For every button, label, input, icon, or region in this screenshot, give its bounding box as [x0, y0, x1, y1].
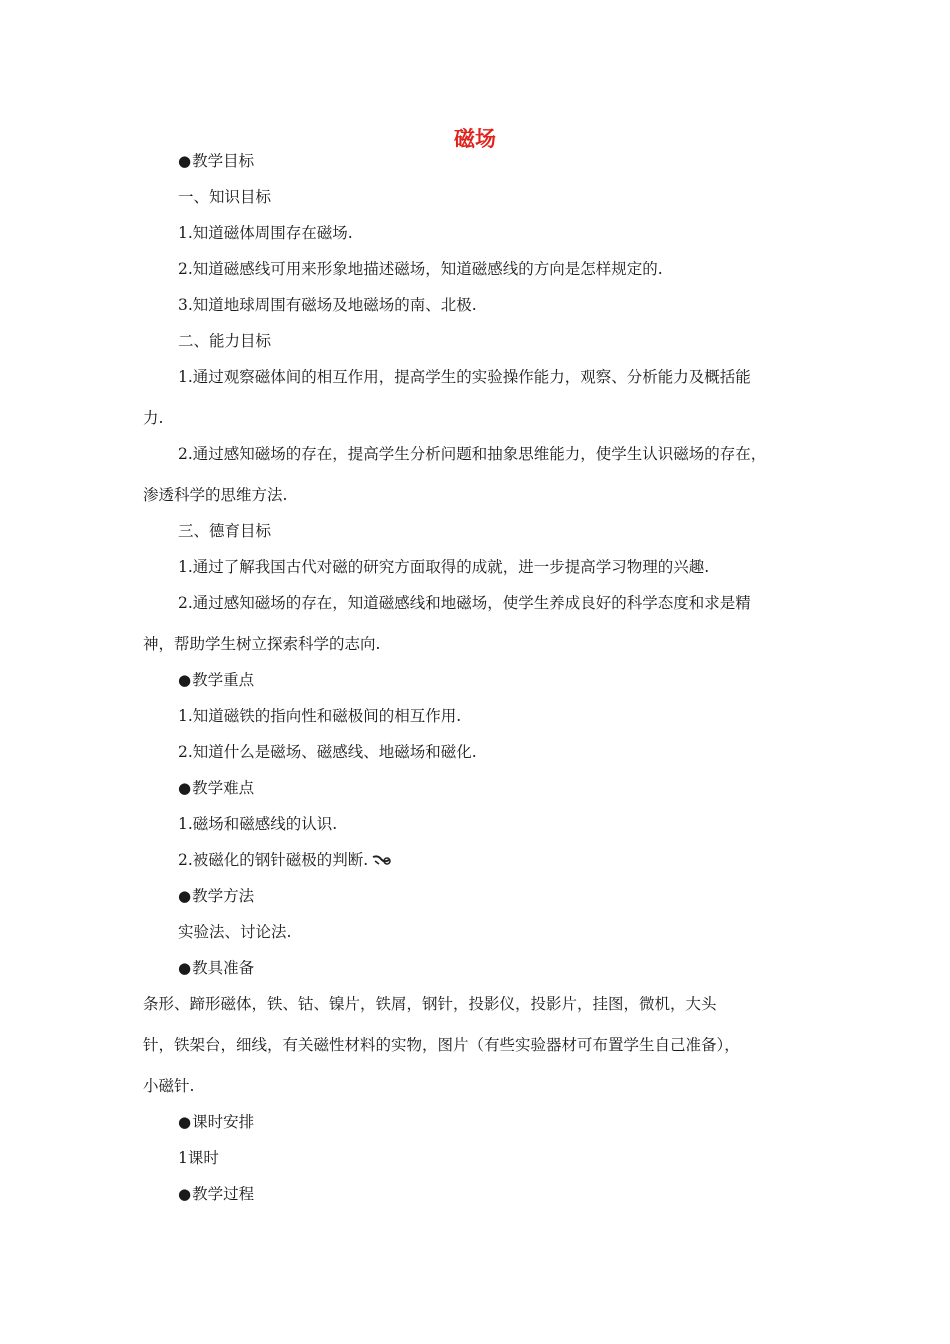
- paragraph-line: 1.知道磁铁的指向性和磁极间的相互作用.: [178, 707, 462, 725]
- paragraph-line: 针，铁架台，细线，有关磁性材料的实物，图片（有些实验器材可布置学生自己准备），: [143, 1036, 740, 1054]
- bullet-icon: ●: [178, 959, 192, 977]
- section-heading-key-points: ●教学重点: [178, 671, 255, 689]
- paragraph-line: 2.通过感知磁场的存在，知道磁感线和地磁场，使学生养成良好的科学态度和求是精: [178, 594, 751, 612]
- paragraph-line: 2.通过感知磁场的存在，提高学生分析问题和抽象思维能力，使学生认识磁场的存在，: [178, 445, 767, 463]
- paragraph-line: 1.通过观察磁体间的相互作用，提高学生的实验操作能力，观察、分析能力及概括能: [178, 368, 751, 386]
- paragraph-line: 1.知道磁体周围存在磁场.: [178, 224, 353, 242]
- paragraph-line: 3.知道地球周围有磁场及地磁场的南、北极.: [178, 296, 477, 314]
- paragraph-line: 渗透科学的思维方法.: [143, 486, 288, 504]
- paragraph-line: 实验法、讨论法.: [178, 923, 292, 941]
- paragraph-line: 1.通过了解我国古代对磁的研究方面取得的成就，进一步提高学习物理的兴趣.: [178, 558, 710, 576]
- bullet-icon: ●: [178, 671, 192, 689]
- section-heading-tools: ●教具准备: [178, 959, 255, 977]
- paragraph-line: 2.知道磁感线可用来形象地描述磁场，知道磁感线的方向是怎样规定的.: [178, 260, 663, 278]
- bullet-icon: ●: [178, 779, 192, 797]
- section-heading-difficulties: ●教学难点: [178, 779, 255, 797]
- subheading-knowledge: 一、知识目标: [178, 188, 272, 206]
- bullet-icon: ●: [178, 1185, 192, 1203]
- bullet-icon: ●: [178, 887, 192, 905]
- section-heading-methods: ●教学方法: [178, 887, 255, 905]
- decorative-mark-icon: [372, 851, 392, 871]
- paragraph-line: 1.磁场和磁感线的认识.: [178, 815, 338, 833]
- bullet-icon: ●: [178, 1113, 192, 1131]
- subheading-ability: 二、能力目标: [178, 332, 272, 350]
- subheading-moral: 三、德育目标: [178, 522, 272, 540]
- section-heading-schedule: ●课时安排: [178, 1113, 255, 1131]
- paragraph-line: 神，帮助学生树立探索科学的志向.: [143, 635, 381, 653]
- document-title: 磁场: [454, 127, 496, 151]
- section-heading-process: ●教学过程: [178, 1185, 255, 1203]
- paragraph-line: 1课时: [178, 1149, 219, 1167]
- paragraph-line: 2.知道什么是磁场、磁感线、地磁场和磁化.: [178, 743, 477, 761]
- paragraph-line: 力.: [143, 409, 164, 427]
- bullet-icon: ●: [178, 152, 192, 170]
- paragraph-line: 小磁针.: [143, 1077, 195, 1095]
- paragraph-line: 条形、蹄形磁体，铁、钴、镍片，铁屑，钢针，投影仪，投影片，挂图，微机，大头: [143, 995, 717, 1013]
- paragraph-line: 2.被磁化的钢针磁极的判断.: [178, 850, 392, 871]
- section-heading-objectives: ●教学目标: [178, 152, 255, 170]
